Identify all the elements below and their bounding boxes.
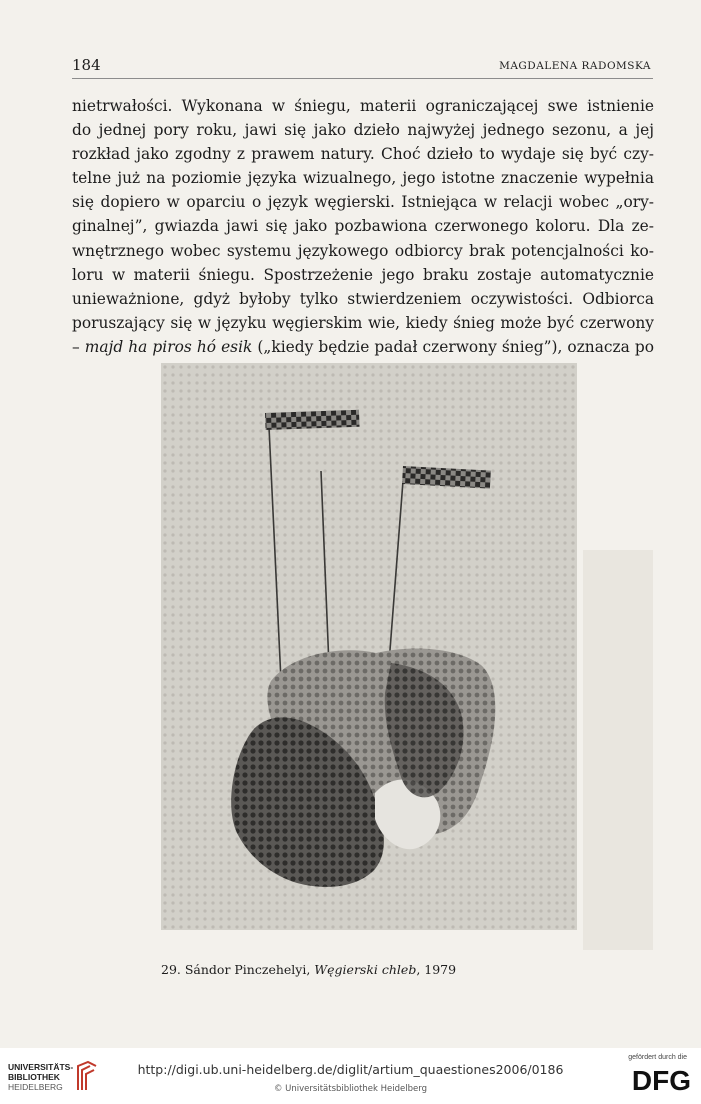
caption-suffix: , 1979 bbox=[416, 962, 457, 977]
page-number: 184 bbox=[72, 56, 101, 74]
figure-photograph bbox=[161, 363, 577, 930]
source-url-link[interactable]: http://digi.ub.uni-heidelberg.de/diglit/artium_quaestiones2006/0186 bbox=[137, 1062, 564, 1077]
text-segment: („kiedy będzie padał czerwony śnieg”), oznacza po bbox=[252, 337, 654, 356]
show-through-shadow bbox=[583, 550, 653, 950]
footer-bar bbox=[0, 1048, 701, 1104]
library-name-line1: UNIVERSITÄTS- bbox=[8, 1062, 74, 1072]
italic-phrase: majd ha piros hó esik bbox=[84, 337, 253, 356]
library-name-line2: BIBLIOTHEK bbox=[8, 1072, 60, 1082]
header-rule bbox=[72, 78, 653, 79]
caption-prefix: 29. Sándor Pinczehelyi, bbox=[161, 962, 315, 977]
text-line bbox=[72, 311, 654, 335]
text-line bbox=[72, 335, 654, 359]
bread-sculpture-photo bbox=[161, 363, 577, 930]
running-head: MAGDALENA RADOMSKA bbox=[499, 60, 651, 72]
text-segment: nietrwałości. Wykonana w śniegu, materii ograniczającej swe istnienie bbox=[72, 97, 654, 115]
text-line bbox=[72, 190, 654, 214]
figure-caption bbox=[161, 962, 456, 977]
text-line bbox=[72, 142, 654, 166]
text-segment: unieważnione, gdyż byłoby tylko stwierdzeniem oczywistości. Odbiorca bbox=[72, 289, 654, 308]
text-segment: się dopiero w oparciu o język węgierski. Istniejąca w relacji wobec „ory- bbox=[72, 193, 654, 212]
funder-note: gefördert durch die bbox=[628, 1054, 687, 1061]
caption-title: Węgierski chleb bbox=[314, 962, 417, 977]
text-segment: do jednej pory roku, jawi się jako dzieło najwyżej jednego sezonu, a jej bbox=[72, 121, 654, 140]
text-line bbox=[72, 118, 654, 142]
text-segment: telne już na poziomie języka wizualnego, jego istotne znaczenie wypełnia bbox=[72, 169, 654, 188]
text-line bbox=[72, 94, 654, 118]
text-segment: – bbox=[72, 337, 85, 356]
text-segment: loru w materii śniegu. Spostrzeżenie jego braku zostaje automatycznie bbox=[72, 265, 654, 284]
text-line bbox=[72, 214, 654, 238]
text-line bbox=[72, 263, 654, 287]
text-line bbox=[72, 166, 654, 190]
library-name-line3: HEIDELBERG bbox=[8, 1082, 63, 1092]
body-paragraph bbox=[72, 94, 654, 359]
text-segment: ginalnej”, gwiazda jawi się jako pozbawiona czerwonego koloru. Dla ze- bbox=[72, 217, 654, 236]
text-line bbox=[72, 287, 654, 311]
text-line bbox=[72, 239, 654, 263]
text-segment: rozkład jako zgodny z prawem natury. Choć dzieło to wydaje się być czy- bbox=[72, 145, 654, 164]
copyright-notice: © Universitätsbibliothek Heidelberg bbox=[273, 1084, 427, 1094]
text-segment: wnętrznego wobec systemu językowego odbiorcy brak potencjalności ko- bbox=[72, 241, 654, 260]
dfg-logo[interactable]: DFG bbox=[631, 1065, 691, 1096]
text-segment: poruszający się w języku węgierskim wie, kiedy śnieg może być czerwony bbox=[72, 313, 654, 332]
